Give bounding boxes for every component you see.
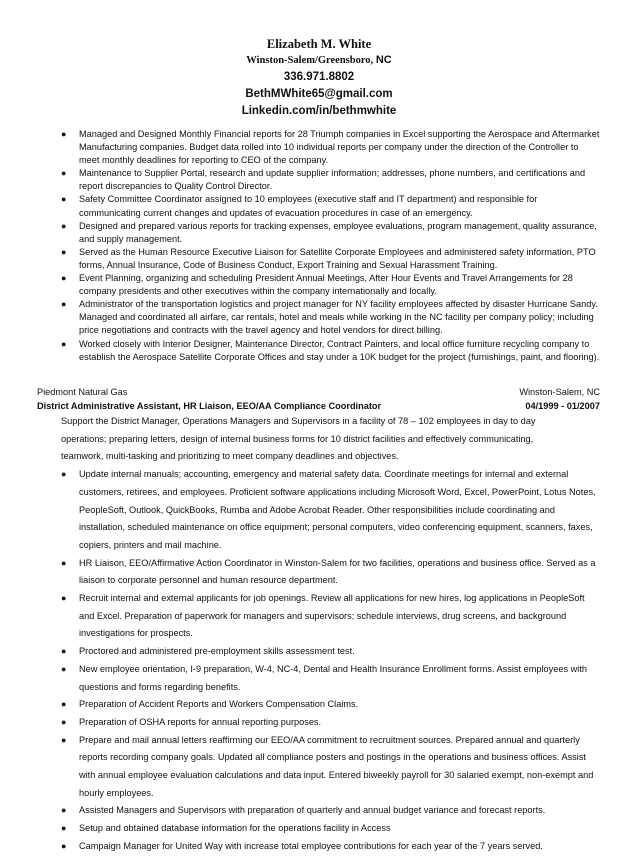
summary-list [0, 128, 638, 364]
job-title-row [0, 399, 638, 413]
job-duties-list [0, 466, 638, 855]
job-dates: 04/1999 - 01/2007 [525, 401, 600, 411]
list-item-text: Administrator of the transportation logistics and project manager for NY facility employees affected by disaster Hurricane Sandy. Managed and coordinated all airfare, car rentals, hotel and meals while working in the NC facility per company policy; including price negotiations and contracts with the travel agency and hotel vendors for direct billing. [79, 299, 598, 336]
location-state: NC [375, 54, 392, 66]
list-item-text: Safety Committee Coordinator assigned to 10 employees (executive staff and IT department) and responsible for communicating current changes and updates of evacuation procedures in case of an emergency. [79, 194, 538, 218]
job-intro: Support the District Manager, Operations Managers and Supervisors in a facility of 78 – 102 employees in day to day operations; preparing letters, design of internal business forms for 10 district facilities and effectively communicating, teamwork, multi-tasking and prioritizing to meet company deadlines and objectives. [61, 416, 536, 462]
list-item [0, 246, 600, 272]
bullet-icon: ● [61, 593, 67, 604]
list-item [0, 643, 599, 661]
bullet-icon: ● [61, 646, 67, 657]
list-item-text: Designed and prepared various reports for tracking expenses, employee evaluations, program management, quality assurance, and supply management. [79, 220, 597, 244]
bullet-icon: ● [61, 469, 67, 480]
list-item [0, 555, 599, 590]
job-location: Winston-Salem, NC [519, 387, 600, 397]
bullet-icon: ● [61, 194, 67, 205]
bullet-icon: ● [61, 734, 67, 745]
list-item [0, 714, 599, 732]
list-item [0, 167, 600, 193]
list-item-text: Setup and obtained database information for the operations facility in Access [79, 823, 391, 834]
list-item-text: HR Liaison, EEO/Affirmative Action Coordinator in Winston-Salem for two facilities, operations and business office. Served as a liaison to corporate personnel and human resource department. [79, 557, 596, 586]
list-item [0, 466, 599, 555]
list-item-text: Recruit internal and external applicants for job openings. Review all applications for new hires, log applications in PeopleSoft and Excel. Preparation of paperwork for managers and supervisors; schedule interviews, drug screens, and background investigations for prospects. [79, 593, 585, 639]
list-item [0, 696, 599, 714]
bullet-icon: ● [61, 129, 67, 139]
bullet-icon: ● [61, 220, 67, 231]
bullet-icon: ● [61, 338, 67, 349]
list-item-text: Managed and Designed Monthly Financial reports for 28 Triumph companies in Excel supporting the Aerospace and Aftermarket Manufacturing companies. Budget data rolled into 10 individual reports per company under the direction of the Controller to meet monthly deadlines for reporting to CEO of the company. [79, 129, 600, 166]
list-item [0, 590, 599, 643]
list-item-text: Proctored and administered pre-employment skills assessment test. [79, 646, 355, 657]
list-item-text: Served as the Human Resource Executive Liaison for Satellite Corporate Employees and administered safety information, PTO forms, Annual Insurance, Code of Business Conduct, Export Training and Sexual Harassment Training. [79, 246, 596, 270]
bullet-icon: ● [61, 823, 67, 834]
resume-header [0, 36, 638, 120]
job-title: District Administrative Assistant, HR Liaison, EEO/AA Compliance Coordinator [37, 401, 382, 411]
candidate-name: Elizabeth M. White [266, 37, 372, 51]
list-item-text: Preparation of OSHA reports for annual reporting purposes. [79, 716, 322, 727]
list-item-text: Prepare and mail annual letters reaffirming our EEO/AA commitment to recruitment sources. Prepared annual and quarterly reports recording company goals. Updated all compliance posters and postings in the operations and business offices. Assist with annual employee evaluation calculations and data input. Entered biweekly payroll for 30 salaried exempt, non-exempt and hourly employees. [79, 734, 594, 798]
candidate-email: BethMWhite65@gmail.com [245, 88, 393, 100]
list-item [0, 298, 600, 337]
list-item [0, 661, 599, 696]
bullet-icon: ● [61, 840, 67, 851]
list-item [0, 820, 599, 838]
list-item-text: Assisted Managers and Supervisors with preparation of quarterly and annual budget variance and forecast reports. [79, 805, 546, 816]
location-city: Winston-Salem/Greensboro, [246, 55, 374, 66]
bullet-icon: ● [61, 805, 67, 816]
list-item [0, 220, 600, 246]
list-item-text: Maintenance to Supplier Portal, research and update supplier information; addresses, phone numbers, and certifications and report discrepancies to Quality Control Director. [79, 168, 586, 192]
list-item [0, 732, 599, 803]
bullet-icon: ● [61, 299, 67, 310]
list-item [0, 128, 600, 167]
job-employer: Piedmont Natural Gas [37, 387, 128, 397]
job-employer-row [0, 385, 638, 399]
candidate-phone: 336.971.8802 [283, 71, 355, 83]
list-item-text: Worked closely with Interior Designer, Maintenance Director, Contract Painters, and local office furniture recycling company to establish the Aerospace Satellite Corporate Offices and stay under a 10K budget for the project (furnishings, paint, and flooring). [79, 338, 600, 362]
list-item-text: New employee orientation, I-9 preparation, W-4, NC-4, Dental and Health Insurance Enrollment forms. Assist employees with questions and forms regarding benefits. [79, 663, 587, 692]
candidate-linkedin: Linkedin.com/in/bethmwhite [241, 105, 397, 117]
bullet-icon: ● [61, 168, 67, 179]
list-item [0, 838, 599, 856]
bullet-icon: ● [61, 246, 67, 257]
list-item-text: Preparation of Accident Reports and Workers Compensation Claims. [79, 699, 359, 710]
bullet-icon: ● [61, 663, 67, 674]
list-item-text: Campaign Manager for United Way with increase total employee contributions for each year of the 7 years served. [79, 840, 543, 851]
bullet-icon: ● [61, 557, 67, 568]
list-item [0, 338, 600, 364]
bullet-icon: ● [61, 716, 67, 727]
list-item [0, 272, 600, 298]
bullet-icon: ● [61, 273, 67, 284]
candidate-location [0, 52, 638, 69]
list-item [0, 193, 600, 219]
list-item-text: Update internal manuals; accounting, emergency and material safety data. Coordinate meetings for internal and external customers, retirees, and employees. Proficient software applications including Microsoft Word, Excel, PowerPoint, Lotus Notes, PeopleSoft, Outlook, QuickBooks, Rumba and Adobe Acrobat Reader. Other responsibilities include coordinating and installation, scheduled maintenance on office equipment; personal computers, video conferencing equipment, scanners, faxes, copiers, printers and mail machine. [79, 469, 596, 550]
list-item-text: Event Planning, organizing and scheduling President Annual Meetings, After Hour Events and Travel Arrangements for 28 company presidents and other executives within the company internationally and locally. [79, 273, 573, 297]
list-item [0, 802, 599, 820]
job-section [0, 385, 638, 856]
bullet-icon: ● [61, 699, 67, 710]
